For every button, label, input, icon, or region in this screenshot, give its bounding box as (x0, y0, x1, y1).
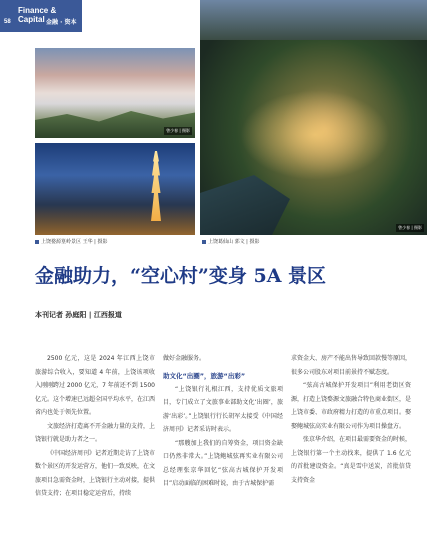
photo-mountain-clouds (35, 48, 195, 138)
article-column-3 (291, 352, 411, 487)
paragraph: “上饶银行礼根江西，支持优质文旅项目，专门成立了文旅事业部助文化‘出圈’，旅游‘出彩’。”上饶银行行长胡军太接受《中国经济周刊》记者采访时表示。 (163, 385, 283, 433)
photo-water (200, 175, 290, 235)
paragraph: “弦高古城保护开发项目”利用老街区资源，打造上饶婺源文旅融合特色商业街区，是上饶市委、市政府精力打造的市重点项目。娶娶鲍城弦高实业有限公司作为项目操盘方。 (291, 382, 412, 430)
caption-marker-icon (35, 240, 39, 244)
photo-caption-left (35, 238, 107, 245)
section-label: 金融 · 资本 (46, 19, 77, 26)
page-number: 58 (4, 19, 11, 25)
photo-sky (200, 0, 427, 40)
paragraph: 张京华介绍，在项目最需要资金的时候，上饶银行第一个主动找来，提供了 1.6 亿元的首批建设资金。“真是雪中送炭，首批信贷支持资金 (291, 436, 412, 484)
paragraph: 2500 亿元，这是 2024 年江西上饶市旅游综合收入，要知道 4 年前，上饶该项收入刚刚跨过 2000 亿元，7 年前还不到 1500 亿元。这个增速已远超全国平均水平，在江西省内也处于领先位置。 (35, 355, 156, 416)
paragraph: 做好金融服务。 (163, 355, 206, 362)
caption-text: 上饶婺源篁岭景区 王华 | 摄影 (41, 239, 108, 245)
photo-village-lights (240, 90, 390, 180)
article-title: 金融助力，“空心村”变身 5A 景区 (35, 265, 327, 287)
photo-credit: 曾少春 | 摄影 (398, 225, 422, 230)
article-byline: 本刊记者 孙庭阳 | 江西报道 (35, 311, 122, 319)
photo-caption-right (202, 238, 259, 245)
photo-credit: 曾少春 | 摄影 (166, 128, 190, 133)
section-header (0, 0, 82, 32)
photo-aerial-night-village (200, 0, 427, 235)
article-column-1 (35, 352, 155, 501)
caption-text: 上饶葛仙山 郭文 | 摄影 (208, 239, 260, 245)
article-column-2 (163, 352, 283, 491)
brand-line-2: Capital (18, 15, 45, 24)
photo-night-town (35, 143, 195, 235)
paragraph: 文旅经济打造离不开金融力量的支持，上饶银行就是助力者之一。 (35, 422, 156, 443)
paragraph: 《中国经济周刊》记者近期走访了上饶市数个景区的开发运营方，他们一致反映，在文旅项目急需资金时，上饶银行主动对接，提供信贷支持；在项目稳定运营后，持续 (35, 449, 156, 497)
photo-lights (35, 205, 195, 235)
paragraph: “那艘加上我们的自筹资金，项目资金缺口仍然非常大。”上饶鲍城弦再实业有限公司总经理张京华回忆“弦高古城保护开发项目”启动面临的困难时说，由于古城保护需 (163, 439, 283, 487)
paragraph: 求资金大、房产不能出售导致回款慢等原因，很多公司股东对项目前景持不赋态度。 (291, 355, 412, 376)
subheading: 助文化“出圈”，旅游“出彩” (163, 371, 246, 380)
caption-marker-icon (202, 240, 206, 244)
brand-line-1: Finance & (18, 6, 57, 15)
